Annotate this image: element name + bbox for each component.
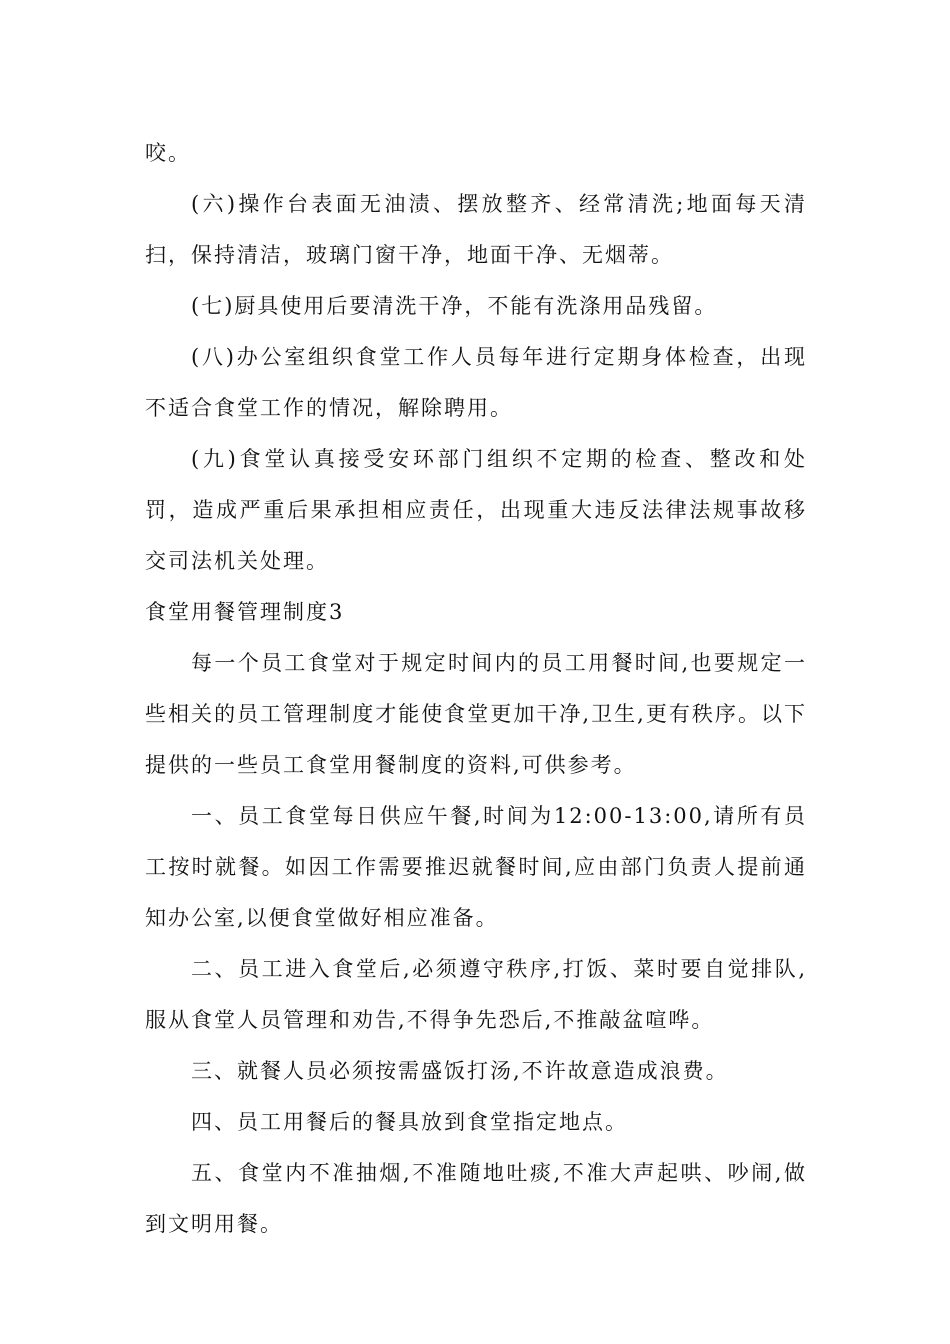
paragraph: (七)厨具使用后要清洗干净，不能有洗涤用品残留。 <box>191 294 718 318</box>
paragraph: (九)食堂认真接受安环部门组织不定期的检查、整改和处罚，造成严重后果承担相应责任，出现重大违反法律法规事故移交司法机关处理。 <box>145 447 807 573</box>
paragraph: 二、员工进入食堂后,必须遵守秩序,打饭、菜时要自觉排队,服从食堂人员管理和劝告,不得争先恐后,不推敲盆喧哗。 <box>145 957 807 1032</box>
paragraph: 咬。 <box>145 141 191 165</box>
paragraph: 五、食堂内不准抽烟,不准随地吐痰,不准大声起哄、吵闹,做到文明用餐。 <box>145 1161 807 1236</box>
paragraph: (八)办公室组织食堂工作人员每年进行定期身体检查，出现不适合食堂工作的情况，解除聘用。 <box>145 345 807 420</box>
paragraph: 四、员工用餐后的餐具放到食堂指定地点。 <box>191 1110 628 1134</box>
paragraph: 每一个员工食堂对于规定时间内的员工用餐时间,也要规定一些相关的员工管理制度才能使食堂更加干净,卫生,更有秩序。以下提供的一些员工食堂用餐制度的资料,可供参考。 <box>145 651 807 777</box>
paragraph: (六)操作台表面无油渍、摆放整齐、经常清洗;地面每天清扫，保持清洁，玻璃门窗干净，地面干净、无烟蒂。 <box>145 192 807 267</box>
paragraph: 三、就餐人员必须按需盛饭打汤,不许故意造成浪费。 <box>191 1059 729 1083</box>
section-heading: 食堂用餐管理制度3 <box>145 600 345 624</box>
paragraph: 一、员工食堂每日供应午餐,时间为12:00-13:00,请所有员工按时就餐。如因工作需要推迟就餐时间,应由部门负责人提前通知办公室,以便食堂做好相应准备。 <box>145 804 807 930</box>
document-body <box>145 128 807 1250</box>
